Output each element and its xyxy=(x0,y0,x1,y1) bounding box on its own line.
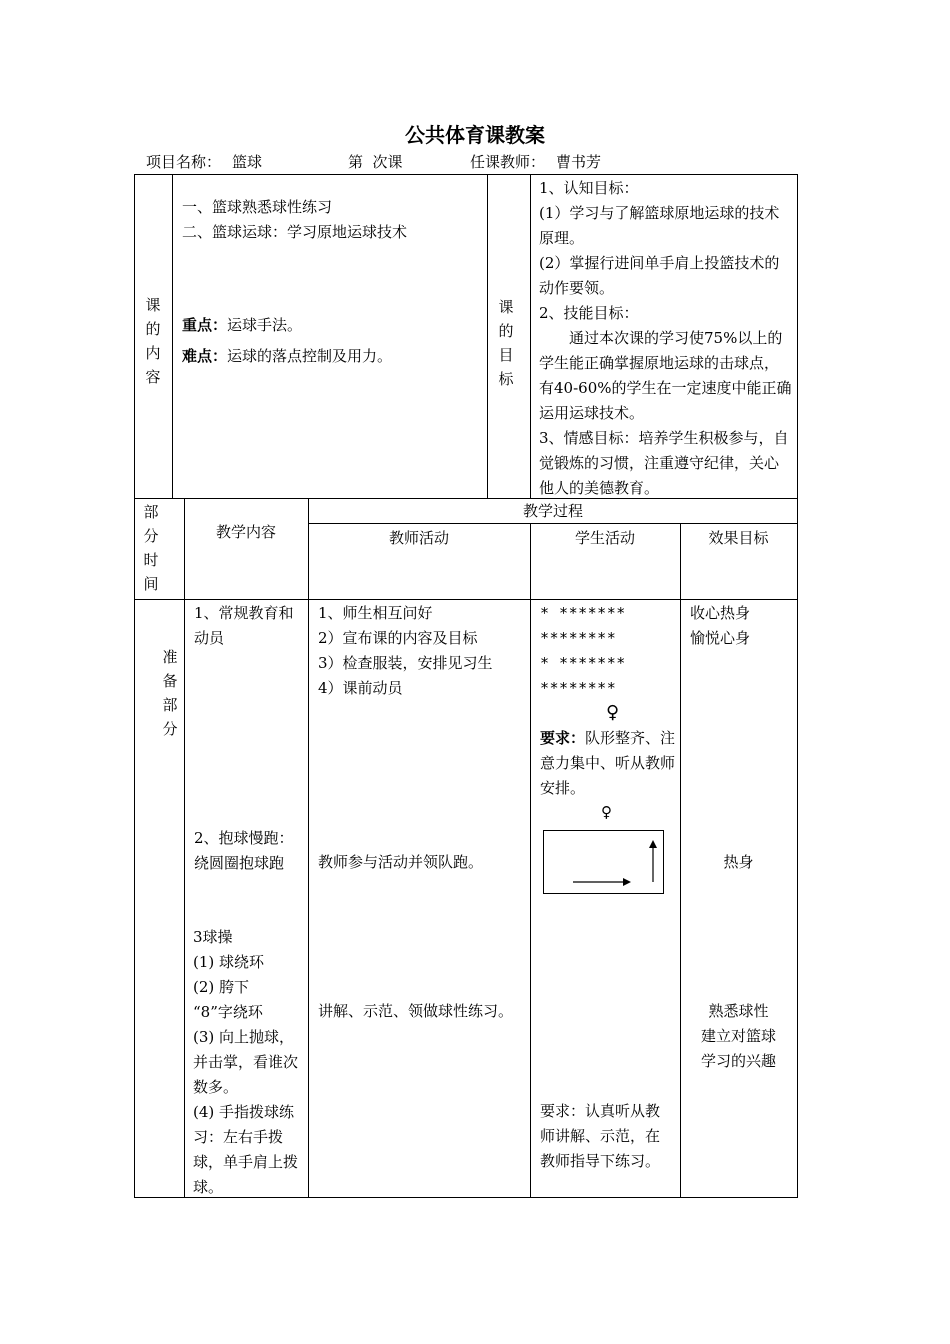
page-title: 公共体育课教案 xyxy=(405,123,545,147)
formation-row: ******** xyxy=(540,629,617,647)
prep-item1-content: 1、常规教育和动员 xyxy=(194,604,294,647)
content-item-1: 一、篮球熟悉球性练习 xyxy=(182,198,333,216)
teacher-activity-header: 教师活动 xyxy=(388,529,449,547)
content-item-2: 二、篮球运球：学习原地运球技术 xyxy=(182,223,408,241)
goal-line: 通过本次课的学习使75%以上的学生能正确掌握原地运球的击球点，有40-60%的学生在一定速度中能正确运用运球技术。 xyxy=(539,329,792,422)
prep-item2-effect: 热身 xyxy=(723,853,754,871)
effect-goal-header: 效果目标 xyxy=(708,529,769,547)
student-activity-header: 学生活动 xyxy=(574,529,635,547)
formation-diagram xyxy=(540,601,626,701)
prep-item1-effect: 收心热身 愉悦心身 xyxy=(690,604,751,647)
goal-line: (2）掌握行进间单手肩上投篮技术的动作要领。 xyxy=(539,254,780,297)
project-label: 项目名称： xyxy=(146,153,222,171)
prep-item3-teacher: 讲解、示范、领做球性练习。 xyxy=(318,1002,514,1020)
goal-line: 3、情感目标：培养学生积极参与，自觉锻炼的习惯，注重遵守纪律，关心他人的美德教育。 xyxy=(539,429,789,497)
goal-label: 课 的 目 标 xyxy=(498,298,514,388)
prep-item1-teacher: 1、师生相互问好 2）宣布课的内容及目标 3）检查服装，安排见习生 4）课前动员 xyxy=(318,604,493,697)
prep-item3-content: 3球操 (1) 球绕环 (2) 胯下 “8”字绕环 (3) 向上抛球，并击掌，看谁次数多。 (4) 手指拨球练习：左右手拨球，单手肩上拨球。 xyxy=(193,928,299,1196)
prep-item2-content: 2、抱球慢跑：绕圆圈抱球跑 xyxy=(194,829,294,872)
formation-row: * ******* xyxy=(540,654,626,672)
prep-item3-requirement: 要求：认真听从教师讲解、示范，在教师指导下练习。 xyxy=(540,1102,661,1170)
goal-line: 1、认知目标： xyxy=(539,179,639,197)
prep-item2-teacher: 教师参与活动并领队跑。 xyxy=(318,853,484,871)
teacher-label: 任课教师： xyxy=(470,153,546,171)
goal-line: (1）学习与了解篮球原地运球的技术原理。 xyxy=(539,204,780,247)
formation-row: ******** xyxy=(540,679,617,697)
goal-line: 2、技能目标： xyxy=(539,304,639,322)
prep-item3-effect: 熟悉球性 建立对篮球 学习的兴趣 xyxy=(700,1002,776,1070)
lesson-number: 第 次课 xyxy=(348,153,403,171)
prep-section-label: 准 备 部 分 xyxy=(162,648,178,738)
teacher-position-icon: ♀ xyxy=(606,702,620,723)
teaching-content-header: 教学内容 xyxy=(215,523,276,541)
difficulty: 难点：运球的落点控制及用力。 xyxy=(182,347,393,365)
key-point: 重点：运球手法。 xyxy=(182,316,303,334)
project-value: 篮球 xyxy=(232,153,263,171)
running-route-diagram xyxy=(543,830,665,896)
teaching-process-header: 教学过程 xyxy=(522,502,583,520)
formation-row: * ******* xyxy=(540,604,626,622)
section-time-label: 部 分 时 间 xyxy=(143,503,159,593)
content-label: 课 的 内 容 xyxy=(145,296,161,386)
prep-item1-requirement: 要求：队形整齐、注意力集中、听从教师安排。 xyxy=(540,729,676,797)
teacher-value: 曹书芳 xyxy=(556,153,602,171)
arrowhead-right-icon xyxy=(623,878,631,886)
goals-list xyxy=(539,176,793,501)
teacher-position-icon: ♀ xyxy=(601,803,612,821)
route-box xyxy=(544,831,664,894)
arrowhead-up-icon xyxy=(649,840,657,848)
